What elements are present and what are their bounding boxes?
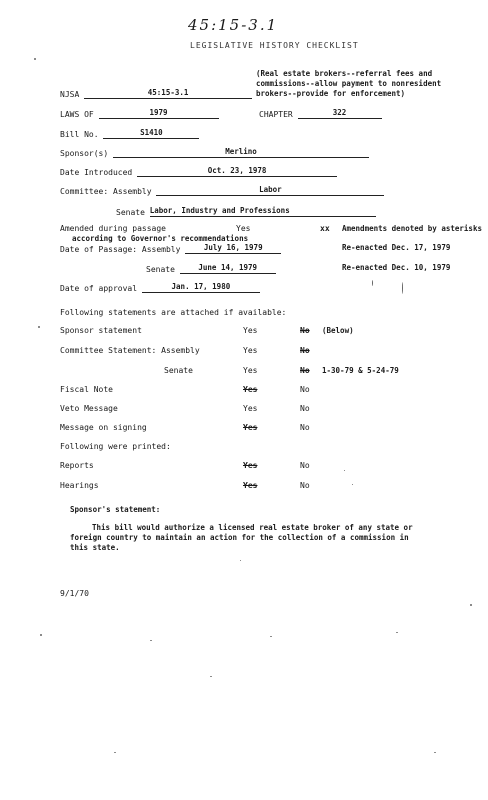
sponsor-value: Merlino (113, 147, 369, 158)
printed-intro: Following were printed: (60, 442, 171, 451)
printed-no: No (300, 481, 310, 490)
amendments-note: Amendments denoted by asterisks (342, 224, 482, 233)
scan-speck (402, 282, 403, 294)
printed-label: Reports (60, 461, 94, 470)
njsa-label: NJSA (60, 90, 80, 99)
description-note-line-3: brokers--provide for enforcement) (256, 89, 406, 98)
amended-mark: xx (320, 224, 330, 233)
sponsor-statement-line-1: This bill would authorize a licensed real estate broker of any state or (92, 523, 413, 532)
committee-assembly-value: Labor (156, 185, 384, 196)
reenacted-note-1: Re-enacted Dec. 17, 1979 (342, 243, 451, 252)
scan-speck (352, 484, 353, 485)
statement-no: No (300, 366, 310, 375)
scan-speck (40, 634, 42, 636)
statement-no: No (300, 326, 310, 335)
scan-speck (150, 640, 152, 641)
committee-assembly-field (60, 185, 384, 196)
description-note-line-1: (Real estate brokers--referral fees and (256, 69, 433, 78)
governor-recommendations-note: according to Governor's recommendations (72, 234, 249, 243)
scan-speck (240, 560, 241, 561)
amended-label: Amended during passage (60, 224, 166, 233)
handwritten-statute-number: 45:15-3.1 (188, 16, 279, 34)
approval-field (60, 282, 260, 293)
scan-speck (372, 280, 373, 286)
committee-assembly-label: Assembly (113, 187, 152, 196)
passage-label: Date of Passage: (60, 245, 138, 254)
chapter-label: CHAPTER (259, 110, 293, 119)
date-introduced-value: Oct. 23, 1978 (137, 166, 337, 177)
sponsor-statement-line-3: this state. (70, 543, 120, 552)
statement-yes: Yes (243, 385, 258, 394)
scan-speck (434, 752, 436, 753)
date-introduced-field (60, 166, 337, 177)
approval-label: Date of approval (60, 284, 138, 293)
bill-number-label: Bill No. (60, 130, 99, 139)
scan-speck (38, 326, 40, 328)
statements-intro: Following statements are attached if available: (60, 308, 287, 317)
chapter-field (259, 108, 382, 119)
reenacted-note-2: Re-enacted Dec. 10, 1979 (342, 263, 451, 272)
scan-speck (34, 58, 36, 60)
amended-value: Yes (236, 224, 251, 233)
statement-yes: Yes (243, 423, 258, 432)
committee-label: Committee: (60, 187, 109, 196)
printed-yes: Yes (243, 461, 258, 470)
page-title: LEGISLATIVE HISTORY CHECKLIST (190, 41, 359, 50)
statement-note: 1-30-79 & 5-24-79 (322, 366, 399, 375)
statement-label: Senate (164, 366, 193, 375)
sponsor-statement-heading: Sponsor's statement: (70, 505, 161, 514)
printed-label: Hearings (60, 481, 99, 490)
committee-senate-field (116, 206, 376, 217)
scan-speck (396, 632, 398, 633)
statement-yes: Yes (243, 404, 258, 413)
committee-senate-value: Labor, Industry and Professions (150, 206, 376, 217)
approval-value: Jan. 17, 1980 (142, 282, 260, 293)
scan-speck (344, 470, 345, 471)
printed-no: No (300, 461, 310, 470)
passage-assembly-field (60, 243, 281, 254)
statement-label: Committee Statement: Assembly (60, 346, 200, 355)
printed-yes: Yes (243, 481, 258, 490)
statement-note: (Below) (322, 326, 354, 335)
sponsor-statement-line-2: foreign country to maintain an action for the collection of a commission in (70, 533, 409, 542)
statement-yes: Yes (243, 366, 258, 375)
statement-no: No (300, 404, 310, 413)
statement-no: No (300, 385, 310, 394)
passage-assembly-label: Assembly (141, 245, 181, 254)
passage-senate-label: Senate (146, 265, 175, 274)
laws-of-label: LAWS OF (60, 110, 94, 119)
statement-label: Message on signing (60, 423, 147, 432)
laws-of-value: 1979 (99, 108, 219, 119)
bill-number-value: S1410 (103, 128, 199, 139)
chapter-value: 322 (298, 108, 382, 119)
statement-label: Fiscal Note (60, 385, 113, 394)
statement-yes: Yes (243, 326, 258, 335)
sponsor-label: Sponsor(s) (60, 149, 109, 158)
statement-yes: Yes (243, 346, 258, 355)
scan-speck (270, 636, 272, 637)
date-introduced-label: Date Introduced (60, 168, 133, 177)
laws-of-field (60, 108, 219, 119)
njsa-field (60, 88, 252, 99)
scan-speck (114, 752, 116, 753)
statement-label: Veto Message (60, 404, 118, 413)
scan-speck (470, 604, 472, 606)
description-note-line-2: commissions--allow payment to nonresident (256, 79, 442, 88)
scan-speck (210, 676, 212, 677)
committee-senate-label: Senate (116, 208, 145, 217)
footer-code: 9/1/70 (60, 589, 89, 598)
passage-assembly-value: July 16, 1979 (185, 243, 281, 254)
statement-label: Sponsor statement (60, 326, 142, 335)
passage-senate-field (146, 263, 276, 274)
bill-number-field (60, 128, 199, 139)
passage-senate-value: June 14, 1979 (180, 263, 276, 274)
sponsor-field (60, 147, 369, 158)
statement-no: No (300, 346, 310, 355)
statement-no: No (300, 423, 310, 432)
njsa-value: 45:15-3.1 (84, 88, 252, 99)
